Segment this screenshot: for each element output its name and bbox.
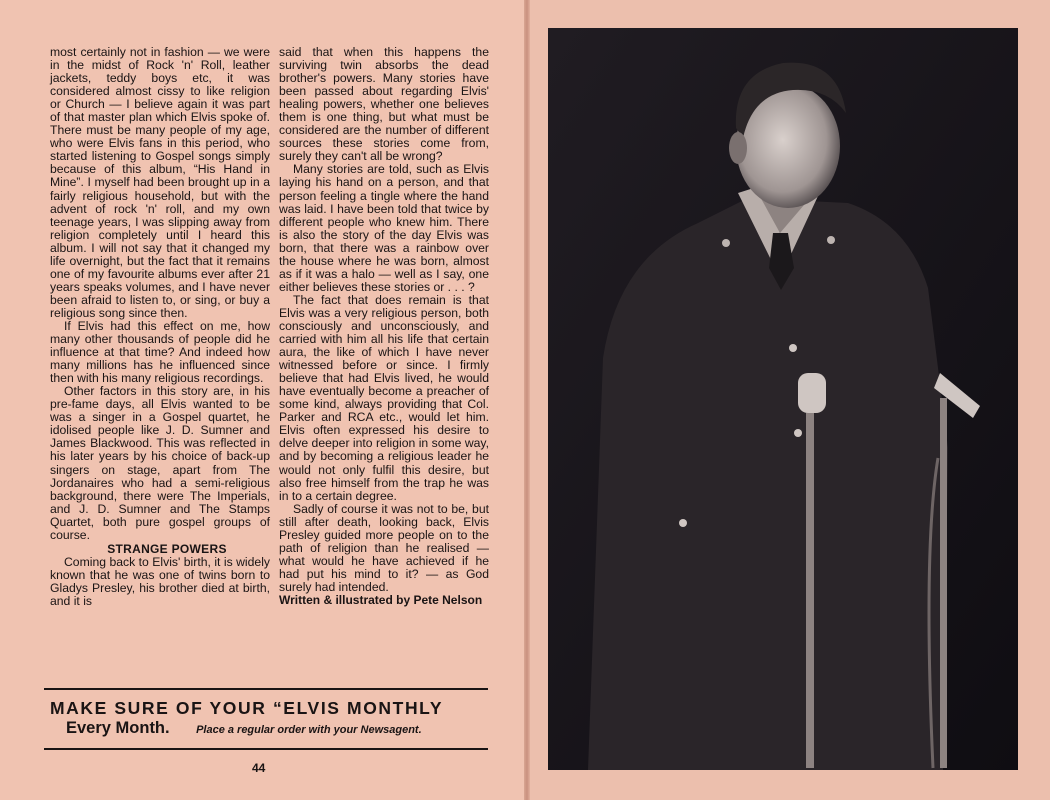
text-column-2 [279, 46, 489, 607]
photo-elvis-uniform-microphones [548, 28, 1018, 770]
jacket-button [794, 429, 802, 437]
paragraph: The fact that does remain is that Elvis was a very religious person, both consciously and unconsciously, and carried with him all his life that certain aura, the like of which I have never witnessed before or since. I firmly believe that had Elvis lived, he would have eventually become a preacher of some kind, always providing that Col. Parker and RCA etc., would let him. Elvis often expressed his desire to delve deeper into religion in some way, and by becoming a religious leader he would not only fulfil this desire, but also free himself from the trap he was in to a certain degree. [279, 292, 489, 503]
promo-headline: MAKE SURE OF YOUR “ELVIS MONTHLY [50, 698, 444, 718]
paragraph: Other factors in this story are, in his pre-fame days, all Elvis wanted to be was a singer in a Gospel quartet, he idolised people like J. D. Sumner and James Blackwood. This was reflected in his later years by his choice of back-up singers on stage, apart from The Jordanaires who had a semi-religious background, there were The Imperials, and J. D. Sumner and The Stamps Quartet, both pure gospel groups of course. [50, 384, 270, 542]
collar-insignia [722, 239, 730, 247]
paragraph: If Elvis had this effect on me, how many other thousands of people did he influence at that time? And indeed how many millions has he influenced since then with his many religious recordings. [50, 318, 270, 386]
top-divider-rule [44, 688, 488, 690]
subheading: STRANGE POWERS [107, 541, 227, 556]
ear [729, 132, 747, 164]
bottom-divider-rule [44, 748, 488, 750]
paragraph: Coming back to Elvis' birth, it is widely known that he was one of twins born to Gladys Presley, his brother died at birth, and it is [50, 554, 270, 608]
mic-stand-right [940, 398, 947, 768]
order-instruction: Place a regular order with your Newsagent. [196, 724, 422, 736]
microphone-center [798, 373, 826, 413]
photo-illustration [548, 28, 1018, 770]
paragraph: most certainly not in fashion — we were in the midst of Rock 'n' Roll, leather jackets, teddy boys etc, it was considered almost cissy to like religion or Church — I believe again it was part of that master plan which Elvis spoke of. There must be many people of my age, who were Elvis fans in this period, who started listening to Gospel songs simply because of this album, “His Hand in Mine”. I myself had been brought up in a fairly religious household, but with the advent of rock 'n' roll, and my own teenage years, I was slipping away from religion completely until I heard this album. I will not say that it changed my life overnight, but the fact that it remains one of my favourite albums ever after 21 years speaks volumes, and I have never been afraid to listen to, or sing, or buy a religious song since then. [50, 45, 270, 320]
collar-insignia [827, 236, 835, 244]
promo-subline [66, 719, 496, 738]
paragraph: Sadly of course it was not to be, but still after death, looking back, Elvis Presley guided more people on to the path of religion than he realised — what would he have achieved if he had put his mind to it? — as God surely had intended. [279, 501, 489, 594]
paragraph: Many stories are told, such as Elvis laying his hand on a person, and that person feeling a tingle where the hand was laid. I have been told that twice by different people who knew him. There is also the story of the day Elvis was born, that there was a rainbow over the house where he was born, almost as if it was a halo — well as I say, one either believes these stories or . . . ? [279, 162, 489, 294]
uniform-jacket [588, 198, 948, 770]
author-credit: Written & illustrated by Pete Nelson [279, 592, 483, 607]
paragraph: said that when this happens the surviving twin absorbs the dead brother's powers. Many stories have been passed about regarding Elvis' healing powers, whether one believes them is one thing, but what must be considered are the number of different sources these stories come from, surely they can't all be wrong? [279, 45, 489, 164]
page-number: 44 [252, 761, 266, 775]
mic-stand-center [806, 413, 814, 768]
every-month-text: Every Month. [66, 719, 170, 737]
jacket-button [789, 344, 797, 352]
text-column-1 [50, 46, 270, 608]
jacket-button [679, 519, 687, 527]
